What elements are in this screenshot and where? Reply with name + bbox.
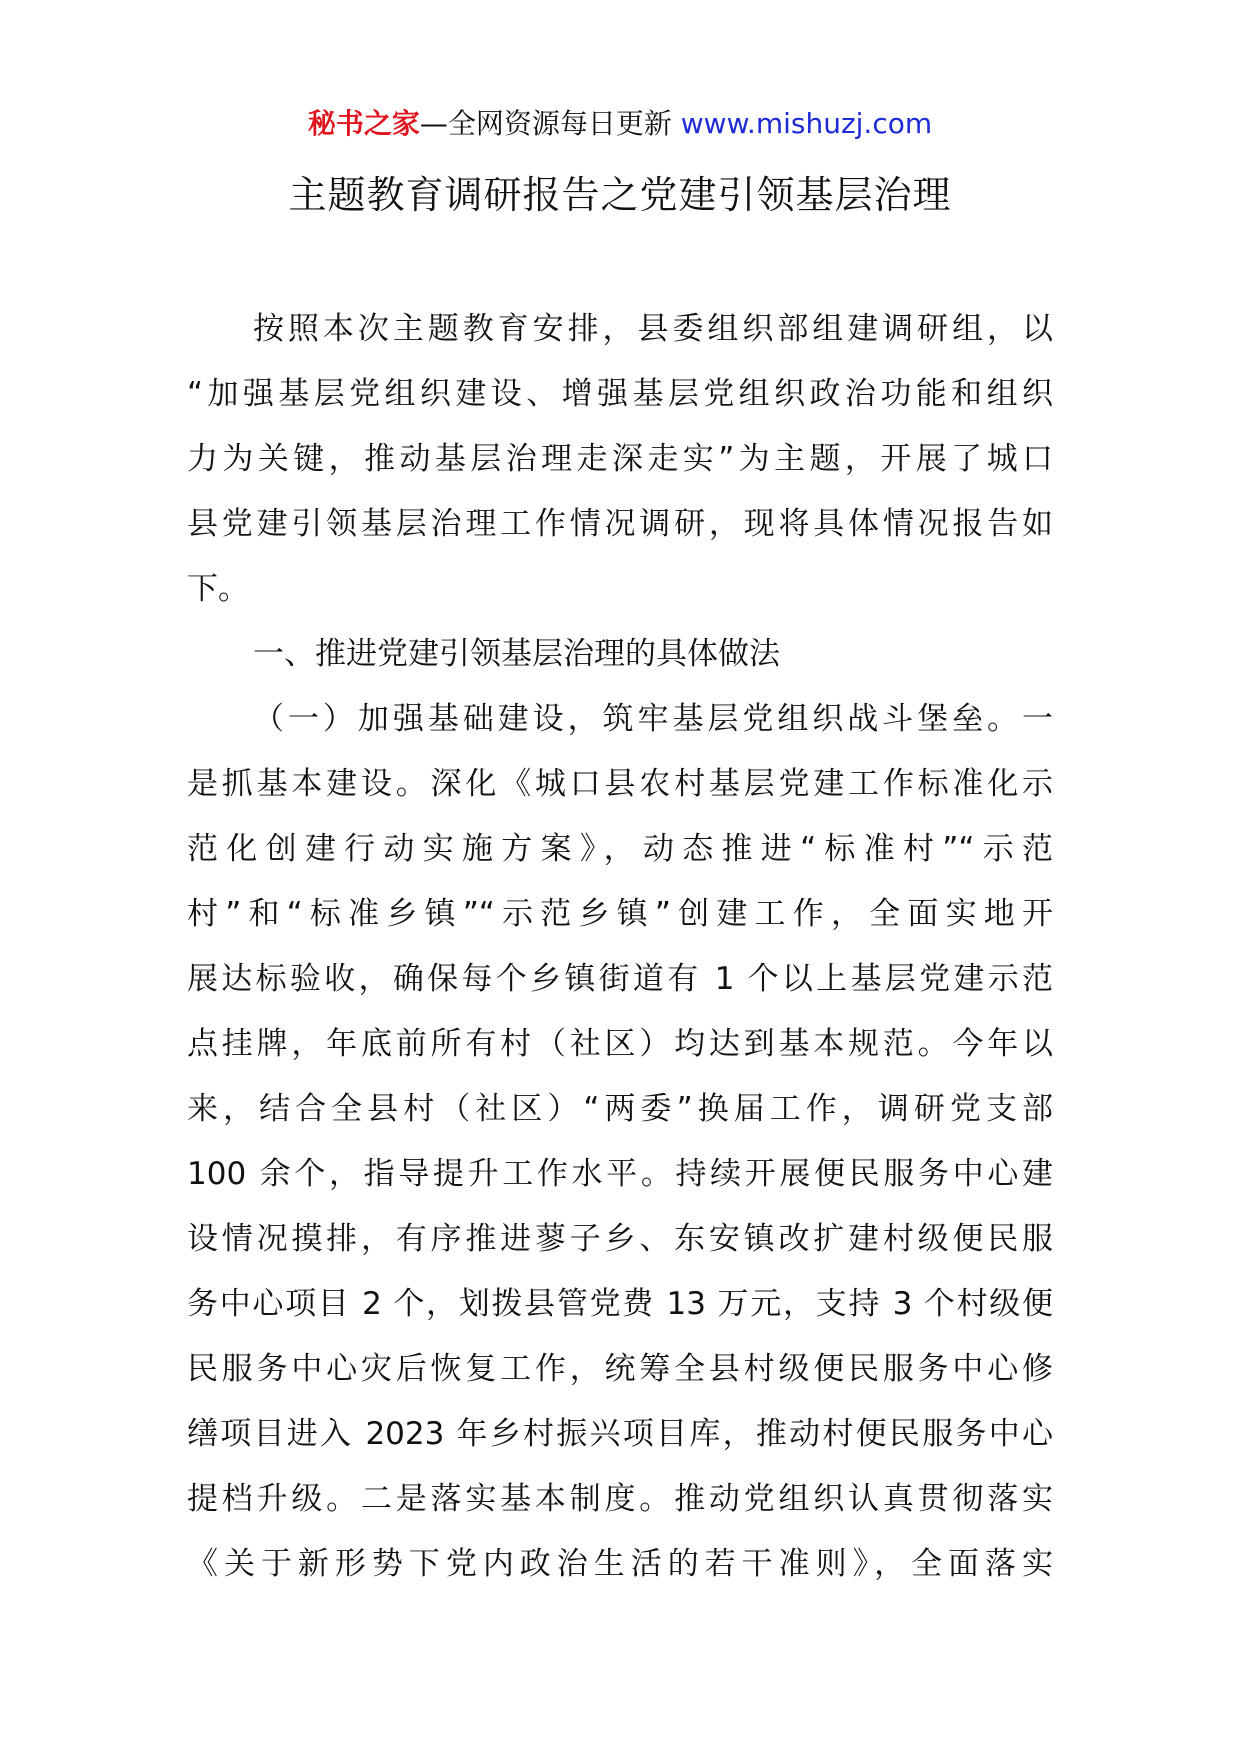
paragraph-line: 设情况摸排，有序推进蓼子乡、东安镇改扩建村级便民服 [187, 1221, 1053, 1257]
paragraph-line: 点挂牌，年底前所有村（社区）均达到基本规范。今年以 [187, 1026, 1053, 1062]
paragraph-line: 下。 [187, 571, 249, 607]
document-title: 主题教育调研报告之党建引领基层治理 [288, 173, 952, 217]
paragraph-line: 提档升级。二是落实基本制度。推动党组织认真贯彻落实 [187, 1481, 1053, 1517]
paragraph-line: 《关于新形势下党内政治生活的若干准则》，全面落实 [187, 1546, 1053, 1582]
section-heading: 一、推进党建引领基层治理的具体做法 [253, 636, 780, 672]
paragraph-line: 力为关键，推动基层治理走深走实”为主题，开展了城口 [187, 441, 1053, 477]
brand-name: 秘书之家 [307, 107, 420, 140]
paragraph-line: （一）加强基础建设，筑牢基层党组织战斗堡垒。一 [253, 701, 1053, 737]
site-url-link[interactable]: www.mishuzj.com [680, 107, 933, 140]
document-body [187, 297, 1053, 1597]
paragraph-line: 100 余个，指导提升工作水平。持续开展便民服务中心建 [187, 1156, 1053, 1192]
site-header [0, 104, 1240, 144]
paragraph-line: 范化创建行动实施方案》，动态推进“标准村”“示范 [187, 831, 1053, 867]
paragraph-line: 缮项目进入 2023 年乡村振兴项目库，推动村便民服务中心 [187, 1416, 1053, 1452]
paragraph-line: “加强基层党组织建设、增强基层党组织政治功能和组织 [187, 376, 1053, 412]
paragraph-line: 县党建引领基层治理工作情况调研，现将具体情况报告如 [187, 506, 1053, 542]
paragraph-line: 务中心项目 2 个，划拨县管党费 13 万元，支持 3 个村级便 [187, 1286, 1053, 1322]
paragraph-line: 村”和“标准乡镇”“示范乡镇”创建工作，全面实地开 [187, 896, 1053, 932]
paragraph-line: 民服务中心灾后恢复工作，统筹全县村级便民服务中心修 [187, 1351, 1053, 1387]
paragraph-line: 是抓基本建设。深化《城口县农村基层党建工作标准化示 [187, 766, 1053, 802]
paragraph-line: 按照本次主题教育安排，县委组织部组建调研组，以 [253, 311, 1053, 347]
header-tagline: —全网资源每日更新 [419, 107, 681, 140]
paragraph-line: 来，结合全县村（社区）“两委”换届工作，调研党支部 [187, 1091, 1053, 1127]
paragraph-line: 展达标验收，确保每个乡镇街道有 1 个以上基层党建示范 [187, 961, 1053, 997]
